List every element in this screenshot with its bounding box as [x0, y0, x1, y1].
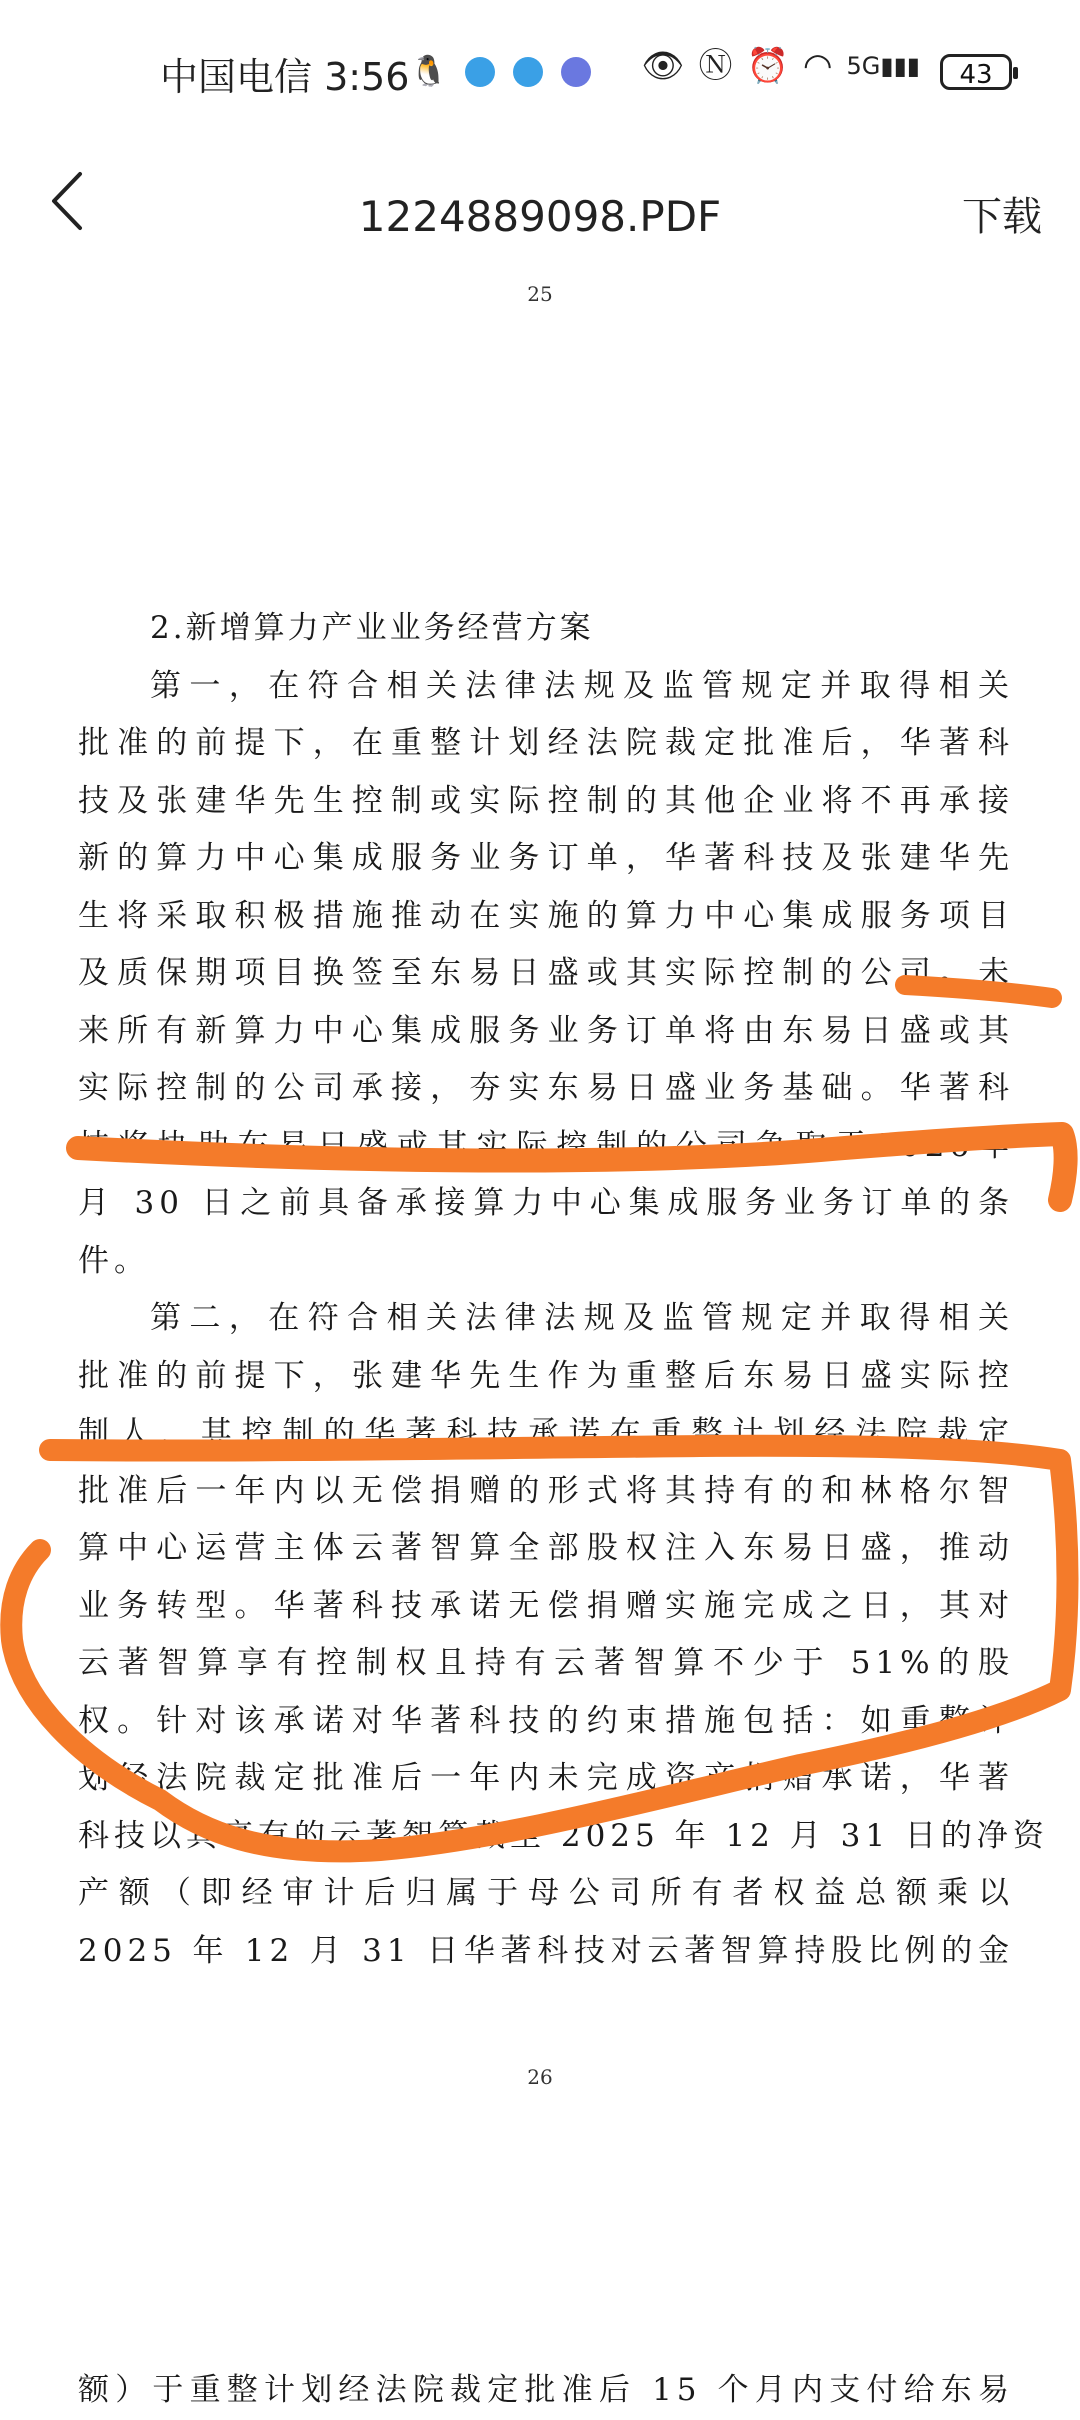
status-bar	[0, 0, 1080, 150]
penguin-icon: 🐧	[410, 54, 448, 89]
nfc-icon: Ⓝ	[698, 46, 733, 86]
text-line: 划经法院裁定批准后一年内未完成资产捐赠承诺，华著	[78, 1760, 1014, 1796]
file-title: 1224889098.PDF	[358, 192, 722, 241]
pdf-page-content[interactable]	[78, 600, 1049, 1980]
text-line: 云著智算享有控制权且持有云著智算不少于 51%的股	[78, 1645, 1014, 1681]
text-line: 技将协助东易日盛或其实际控制的公司争取于2026年	[78, 1127, 1014, 1164]
next-page-partial	[78, 2362, 1014, 2420]
section-heading: 2.新增算力产业业务经营方案	[150, 610, 594, 646]
signal-icon: 5G▮▮▮	[846, 52, 920, 80]
text-line: 生将采取积极措施推动在实施的算力中心集成服务项目	[78, 897, 1014, 934]
text-line: 月 30 日之前具备承接算力中心集成服务业务订单的条	[78, 1185, 1014, 1221]
text-line: 产额（即经审计后归属于母公司所有者权益总额乘以	[78, 1875, 1014, 1911]
music-icon	[561, 57, 591, 87]
text-line: 技及张建华先生控制或实际控制的其他企业将不再承接	[78, 782, 1014, 819]
text-line: 算中心运营主体云著智算全部股权注入东易日盛，推动	[78, 1530, 1014, 1566]
text-line: 2025 年 12 月 31 日华著科技对云著智算持股比例的金	[78, 1932, 1014, 1969]
alarm-icon: ⏰	[746, 46, 789, 86]
browser-icon-2	[513, 57, 543, 87]
text-line: 件。	[78, 1242, 150, 1279]
text-line: 批准后一年内以无偿捐赠的形式将其持有的和林格尔智	[78, 1472, 1014, 1509]
text-line: 第一，在符合相关法律法规及监管规定并取得相关	[150, 667, 1014, 704]
paragraph-2	[78, 1290, 1049, 1980]
text-line: 科技以其享有的云著智算截至 2025 年 12 月 31 日的净资	[78, 1817, 1049, 1854]
text-line: 实际控制的公司承接，夯实东易日盛业务基础。华著科	[78, 1070, 1014, 1106]
page-number-top: 25	[527, 282, 553, 306]
text-line: 业务转型。华著科技承诺无偿捐赠实施完成之日，其对	[78, 1587, 1014, 1624]
carrier-time: 中国电信 3:56	[160, 55, 410, 99]
text-line: 批准的前提下，张建华先生作为重整后东易日盛实际控	[78, 1357, 1014, 1394]
system-icons	[641, 46, 920, 86]
text-line: 权。针对该承诺对华著科技的约束措施包括：如重整计	[78, 1702, 1014, 1739]
pdf-viewer-header	[0, 150, 1080, 280]
page-number-bottom: 26	[527, 2065, 553, 2089]
text-line: 来所有新算力中心集成服务业务订单将由东易日盛或其	[78, 1012, 1014, 1049]
text-line: 新的算力中心集成服务业务订单，华著科技及张建华先	[78, 840, 1014, 876]
text-line: 第二，在符合相关法律法规及监管规定并取得相关	[150, 1300, 1014, 1336]
eye-icon: 👁	[641, 46, 685, 86]
network-label: 5G	[846, 52, 881, 80]
text-line: 批准的前提下，在重整计划经法院裁定批准后，华著科	[78, 725, 1014, 761]
browser-icon	[465, 57, 495, 87]
download-button[interactable]: 下载	[962, 194, 1042, 240]
text-line: 制人，其控制的华著科技承诺在重整计划经法院裁定	[78, 1415, 1014, 1451]
battery-icon: 43	[940, 54, 1012, 90]
notification-icons	[410, 52, 591, 92]
paragraph-1	[78, 658, 1014, 1291]
text-line: 额）于重整计划经法院裁定批准后 15 个月内支付给东易	[78, 2372, 1014, 2408]
text-line: 及质保期项目换签至东易日盛或其实际控制的公司。未	[78, 955, 1014, 991]
wifi-icon: ◠	[802, 46, 833, 86]
